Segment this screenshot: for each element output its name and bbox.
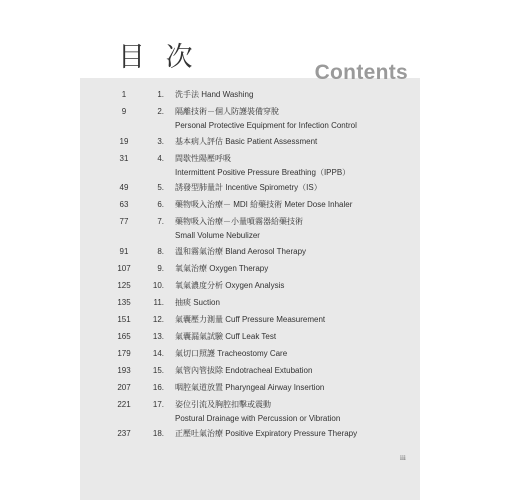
entry-number: 1. (157, 90, 164, 99)
entry-number: 9. (157, 264, 164, 273)
entry-page-number: 91 (119, 247, 129, 256)
entry-page-number: 179 (117, 349, 131, 358)
entry-title: 溫和霧氣治療 Bland Aerosol Therapy (175, 247, 307, 256)
entry-title: 氣切口照護 Tracheostomy Care (175, 349, 288, 358)
entry-number: 16. (152, 383, 164, 392)
page-folio: iii (400, 454, 406, 462)
entry-page-number: 31 (119, 154, 129, 163)
entry-page-number: 9 (121, 107, 127, 116)
entry-page-number: 77 (119, 217, 129, 226)
entry-page-number: 237 (117, 429, 131, 438)
entry-number: 5. (157, 183, 164, 192)
entry-title-english: Postural Drainage with Percussion or Vibration (175, 414, 341, 423)
entry-number: 3. (157, 137, 164, 146)
entry-number: 10. (152, 281, 164, 290)
entry-page-number: 193 (117, 366, 131, 375)
entry-title: 氣囊漏氣試驗 Cuff Leak Test (175, 332, 277, 341)
entry-title: 誘發型肺量計 Incentive Spirometry（IS） (175, 183, 322, 192)
entry-title: 氧氣治療 Oxygen Therapy (175, 264, 269, 273)
entry-title-english: Personal Protective Equipment for Infection Control (175, 121, 357, 130)
entry-title: 姿位引流及胸腔扣擊或震動 (175, 400, 271, 409)
entry-page-number: 165 (117, 332, 131, 341)
entry-title-english: Small Volume Nebulizer (175, 231, 260, 240)
entry-title: 隔離技術－個人防護裝備穿脫 (175, 107, 279, 116)
entry-title: 咽腔氣道放置 Pharyngeal Airway Insertion (175, 383, 325, 392)
entry-number: 8. (157, 247, 164, 256)
entry-page-number: 125 (117, 281, 131, 290)
entry-title: 洗手法 Hand Washing (175, 90, 254, 99)
entry-title: 藥物吸入治療－小量噴霧器給藥技術 (175, 217, 303, 226)
entry-number: 6. (157, 200, 164, 209)
entry-title: 抽痰 Suction (175, 298, 220, 307)
entry-page-number: 135 (117, 298, 131, 307)
entry-page-number: 207 (117, 383, 131, 392)
entry-page-number: 1 (121, 90, 127, 99)
entry-title: 基本病人評估 Basic Patient Assessment (175, 137, 318, 146)
entry-number: 2. (157, 107, 164, 116)
entry-title: 氣管內管拔除 Endotracheal Extubation (175, 366, 313, 375)
chinese-title: 目 次 (118, 42, 199, 73)
entry-title: 氣囊壓力測量 Cuff Pressure Measurement (175, 315, 326, 324)
entry-page-number: 19 (119, 137, 129, 146)
entry-number: 15. (152, 366, 164, 375)
entry-number: 7. (157, 217, 164, 226)
entry-number: 4. (157, 154, 164, 163)
entry-title: 間歇性陽壓呼吸 (175, 154, 231, 163)
contents-heading: Contents (314, 61, 408, 84)
entry-title: 氧氣濃度分析 Oxygen Analysis (175, 281, 285, 290)
entry-title: 藥物吸入治療－ MDI 給藥技術 Meter Dose Inhaler (175, 200, 353, 209)
entry-page-number: 63 (119, 200, 129, 209)
entry-number: 14. (152, 349, 164, 358)
entry-number: 13. (152, 332, 164, 341)
entry-page-number: 151 (117, 315, 131, 324)
entry-number: 18. (152, 429, 164, 438)
entry-title-english: Intermittent Positive Pressure Breathing（IPPB） (175, 168, 351, 177)
entry-page-number: 107 (117, 264, 131, 273)
entry-number: 12. (152, 315, 164, 324)
entry-page-number: 49 (119, 183, 129, 192)
entry-page-number: 221 (117, 400, 131, 409)
entry-number: 17. (152, 400, 164, 409)
entry-number: 11. (153, 298, 164, 307)
entry-title: 正壓吐氣治療 Positive Expiratory Pressure Therapy (175, 429, 358, 438)
